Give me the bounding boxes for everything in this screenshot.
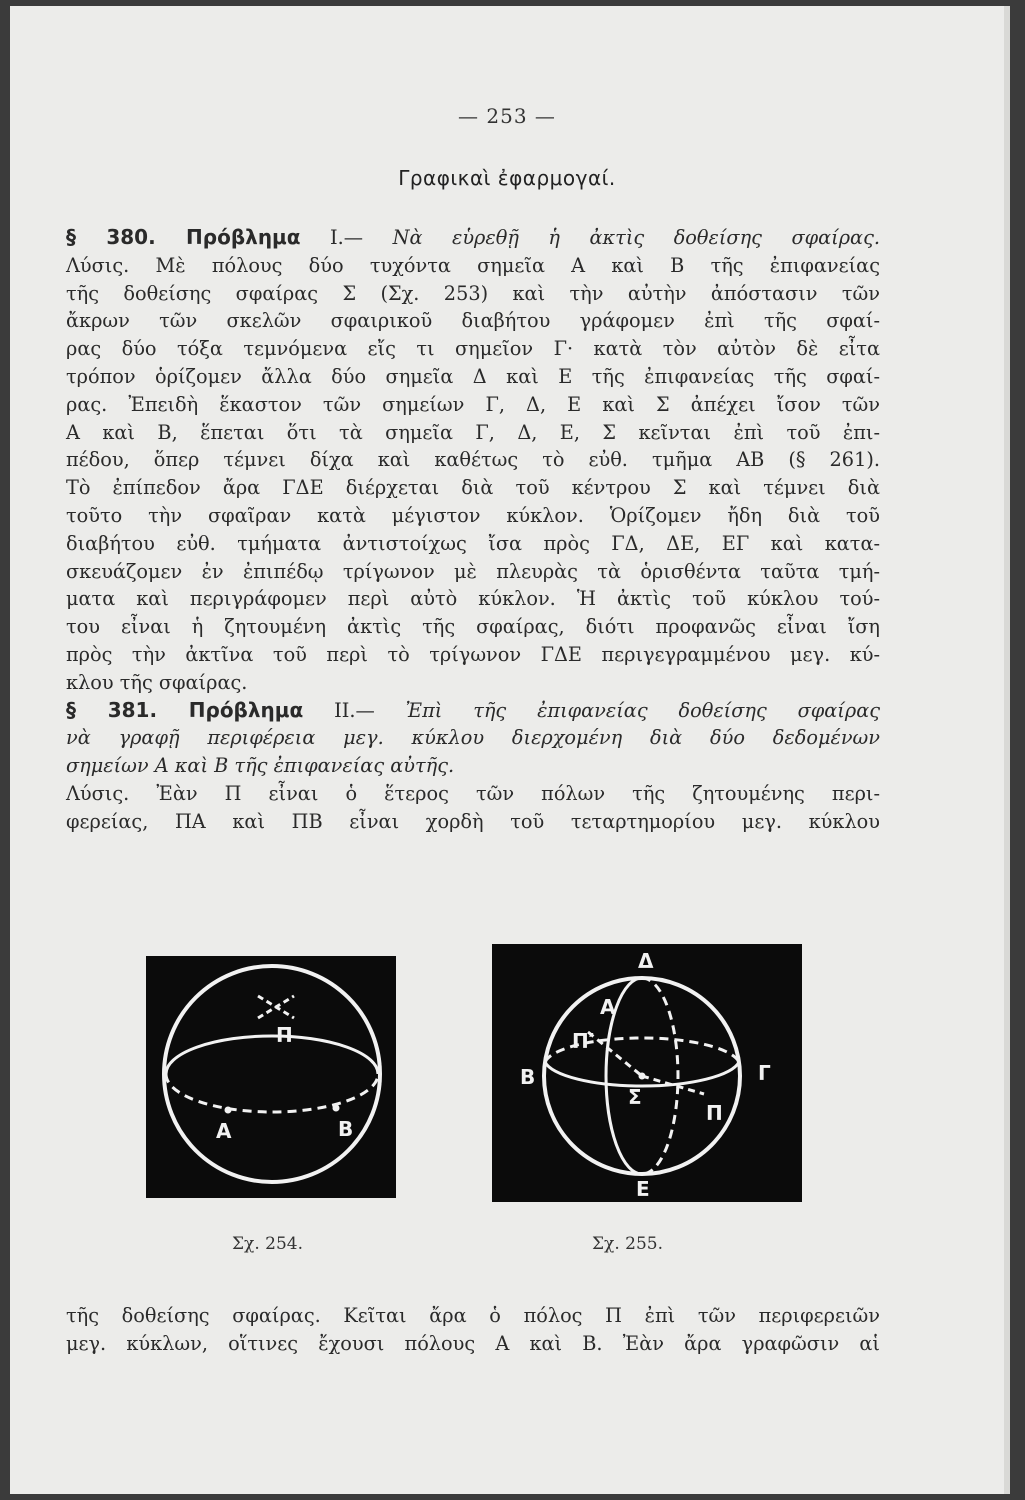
text-line <box>66 280 880 308</box>
text-line-plain: σκευάζομεν ἐν ἐπιπέδῳ τρίγωνον μὲ πλευρὰς τὰ ὁρισθέντα ταῦτα τμή- <box>66 559 880 583</box>
text-line-italic: Ἐπὶ τῆς ἐπιφανείας δοθείσης σφαίρας <box>374 698 881 722</box>
fig255-label-a: Α <box>600 995 616 1019</box>
text-line <box>66 474 880 502</box>
text-line <box>66 335 880 363</box>
text-line-plain: ρας. Ἐπειδὴ ἕκαστον τῶν σημείων Γ, Δ, Ε καὶ Σ ἀπέχει ἴσον τῶν <box>66 392 880 416</box>
section-heading: Γραφικαὶ ἐφαρμογαί. <box>398 166 616 190</box>
text-line-plain: μεγ. κύκλων, οἵτινες ἔχουσι πόλους Α καὶ Β. Ἐὰν ἄρα γραφῶσιν αἱ <box>66 1331 880 1355</box>
figure-255-caption: Σχ. 255. <box>592 1234 663 1254</box>
text-line-sec: § 380. Πρόβλημα <box>66 225 301 249</box>
fig255-label-s: Σ <box>628 1085 642 1109</box>
text-line-plain: του εἶναι ἡ ζητουμένη ἀκτὶς τῆς σφαίρας, διότι προφανῶς εἶναι ἴση <box>66 615 880 639</box>
text-line <box>66 502 880 530</box>
text-block-upper <box>66 224 880 836</box>
text-line-plain: διαβήτου εὐθ. τμήματα ἀντιστοίχως ἴσα πρὸς ΓΔ, ΔΕ, ΕΓ καὶ κατα- <box>66 531 880 555</box>
text-line <box>66 446 880 474</box>
text-line <box>66 669 880 697</box>
text-line-plain: Τὸ ἐπίπεδον ἄρα ΓΔΕ διέρχεται διὰ τοῦ κέντρου Σ καὶ τέμνει διὰ <box>66 476 880 500</box>
text-line <box>66 224 880 252</box>
text-line-plain: φερείας, ΠΑ καὶ ΠΒ εἶναι χορδὴ τοῦ τεταρτημορίου μεγ. κύκλου <box>66 809 880 833</box>
text-line <box>66 1302 880 1330</box>
text-line-plain: ματα καὶ περιγράφομεν περὶ αὐτὸ κύκλον. Ἡ ἀκτὶς τοῦ κύκλου τού- <box>66 587 880 611</box>
figure-254-caption: Σχ. 254. <box>232 1234 303 1254</box>
text-line <box>66 391 880 419</box>
fig255-label-b: Β <box>520 1065 536 1089</box>
figure-254 <box>146 956 396 1198</box>
text-line <box>66 558 880 586</box>
text-line <box>66 419 880 447</box>
text-line-plain: Ι.— <box>300 226 364 249</box>
fig255-label-p: Π <box>706 1101 723 1125</box>
fig255-label-g: Γ <box>758 1061 771 1085</box>
text-line-plain: πέδου, ὅπερ τέμνει δίχα καὶ καθέτως τὸ εὐθ. τμῆμα ΑΒ (§ 261). <box>66 448 880 472</box>
text-line <box>66 724 880 752</box>
text-line <box>66 752 880 780</box>
text-line <box>66 363 880 391</box>
text-line-plain: Λύσις. Ἐὰν Π εἶναι ὁ ἕτερος τῶν πόλων τῆς ζητουμένης περι- <box>66 781 880 805</box>
text-line-plain: ἄκρων τῶν σκελῶν σφαιρικοῦ διαβήτου γράφομεν ἐπὶ τῆς σφαί- <box>66 309 880 333</box>
text-line-plain: πρὸς τὴν ἀκτῖνα τοῦ περὶ τὸ τρίγωνον ΓΔΕ περιγεγραμμένου μεγ. κύ- <box>66 642 880 666</box>
text-line <box>66 585 880 613</box>
fig254-label-pole: Π <box>276 1023 293 1047</box>
text-line-italic: νὰ γραφῇ περιφέρεια μεγ. κύκλου διερχομένη διὰ δύο δεδομένων <box>66 726 880 750</box>
text-line <box>66 697 880 725</box>
sphere-254-diagram <box>146 956 396 1198</box>
fig255-label-p-prime: Π′ <box>572 1029 595 1053</box>
figure-255 <box>492 944 802 1202</box>
text-line-plain: κλου τῆς σφαίρας. <box>66 670 248 694</box>
text-line-plain: Λύσις. Μὲ πόλους δύο τυχόντα σημεῖα Α καὶ Β τῆς ἐπιφανείας <box>66 253 880 277</box>
text-line-plain: τοῦτο τὴν σφαῖραν κατὰ μέγιστον κύκλον. Ὁρίζομεν ἤδη διὰ τοῦ <box>66 503 880 527</box>
text-line-italic: σημείων Α καὶ Β τῆς ἐπιφανείας αὐτῆς. <box>66 754 455 778</box>
text-line-plain: ΙΙ.— <box>303 698 375 722</box>
fig255-label-d: Δ <box>638 949 654 973</box>
text-line-plain: τῆς δοθείσης σφαίρας Σ (Σχ. 253) καὶ τὴν αὐτὴν ἀπόστασιν τῶν <box>66 281 880 305</box>
text-line-plain: τῆς δοθείσης σφαίρας. Κεῖται ἄρα ὁ πόλος Π ἐπὶ τῶν περιφερειῶν <box>66 1304 880 1327</box>
text-line <box>66 530 880 558</box>
text-line-plain: ρας δύο τόξα τεμνόμενα εἴς τι σημεῖον Γ· κατὰ τὸν αὐτὸν δὲ εἶτα <box>66 337 880 361</box>
text-line <box>66 252 880 280</box>
sphere-255-diagram <box>492 944 802 1202</box>
text-line-plain: Α καὶ Β, ἕπεται ὅτι τὰ σημεῖα Γ, Δ, Ε, Σ κεῖνται ἐπὶ τοῦ ἐπι- <box>66 420 880 444</box>
text-line <box>66 641 880 669</box>
text-line-italic: Νὰ εὑρεθῇ ἡ ἀκτὶς δοθείσης σφαίρας. <box>363 226 880 249</box>
text-block-lower <box>66 1302 880 1358</box>
page-number: — 253 — <box>458 104 556 128</box>
fig255-label-e: Ε <box>636 1177 650 1201</box>
fig254-label-a: Α <box>216 1119 232 1143</box>
text-line <box>66 808 880 836</box>
text-line-plain: τρόπον ὁρίζομεν ἄλλα δύο σημεῖα Δ καὶ Ε τῆς ἐπιφανείας τῆς σφαί- <box>66 364 880 388</box>
text-line-sec: § 381. Πρόβλημα <box>66 697 304 722</box>
book-page <box>10 6 1010 1494</box>
text-line <box>66 307 880 335</box>
text-line <box>66 780 880 808</box>
text-line <box>66 613 880 641</box>
fig254-label-b: Β <box>338 1117 354 1141</box>
text-line <box>66 1330 880 1358</box>
